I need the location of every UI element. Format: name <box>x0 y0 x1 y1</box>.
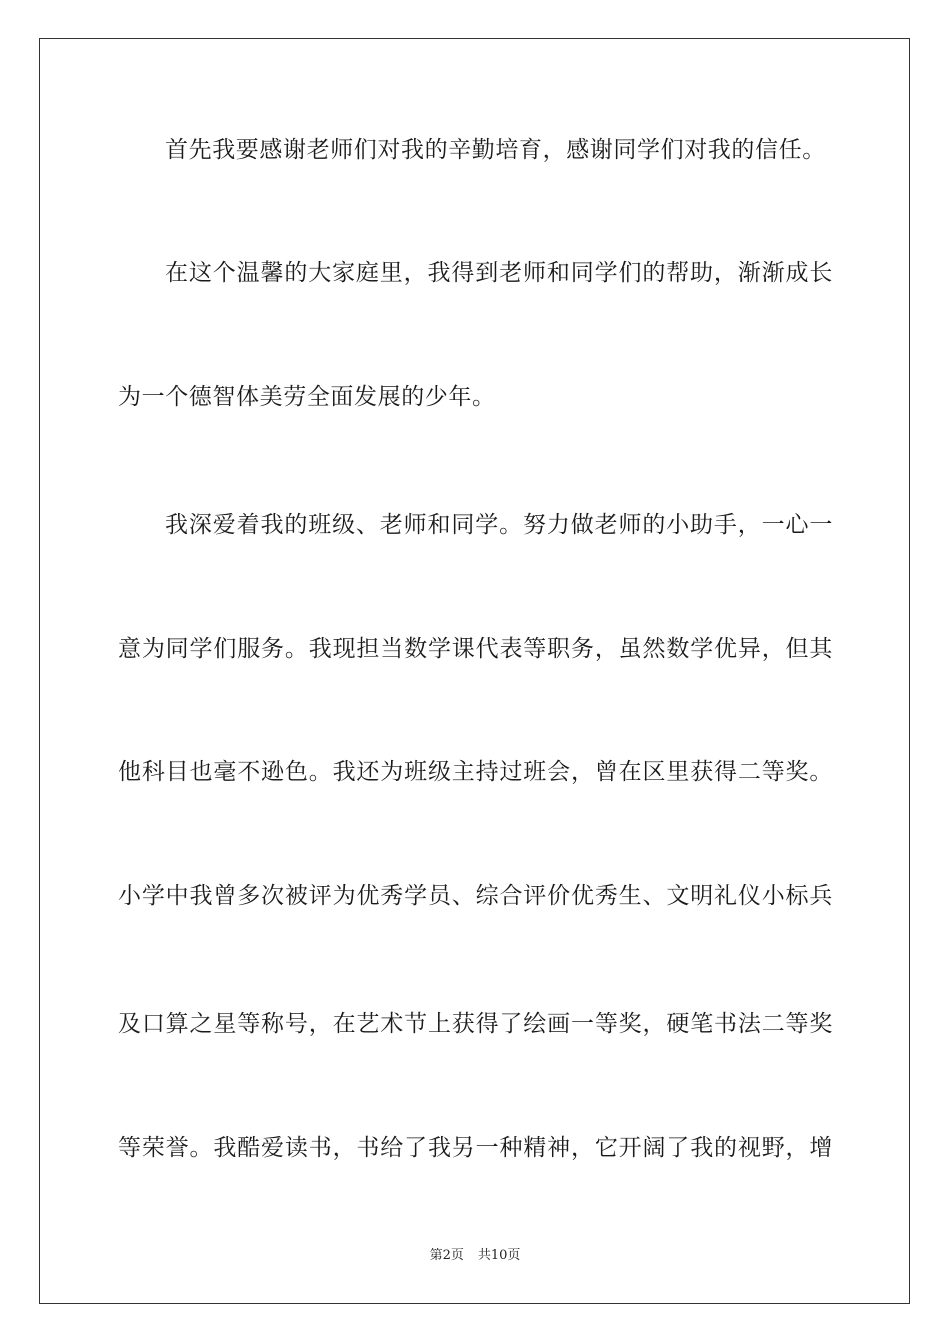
page-border <box>39 38 910 1304</box>
paragraph-line: 意为同学们服务。我现担当数学课代表等职务，虽然数学优异，但其 <box>118 636 833 662</box>
paragraph-line: 在这个温馨的大家庭里，我得到老师和同学们的帮助，渐渐成长 <box>165 260 833 286</box>
paragraph-line: 等荣誉。我酷爱读书，书给了我另一种精神，它开阔了我的视野，增 <box>118 1135 833 1161</box>
paragraph-line: 为一个德智体美劳全面发展的少年。 <box>118 384 496 410</box>
paragraph-line: 他科目也毫不逊色。我还为班级主持过班会，曾在区里获得二等奖。 <box>118 759 833 785</box>
paragraph-line: 我深爱着我的班级、老师和同学。努力做老师的小助手，一心一 <box>165 512 833 538</box>
paragraph-line: 小学中我曾多次被评为优秀学员、综合评价优秀生、文明礼仪小标兵 <box>118 883 833 909</box>
page-number: 第2页 <box>429 1248 464 1263</box>
page-total: 共10页 <box>477 1248 521 1263</box>
paragraph-line: 及口算之星等称号，在艺术节上获得了绘画一等奖，硬笔书法二等奖 <box>118 1011 833 1037</box>
paragraph-line: 首先我要感谢老师们对我的辛勤培育，感谢同学们对我的信任。 <box>165 137 826 163</box>
page-footer <box>0 1247 950 1265</box>
